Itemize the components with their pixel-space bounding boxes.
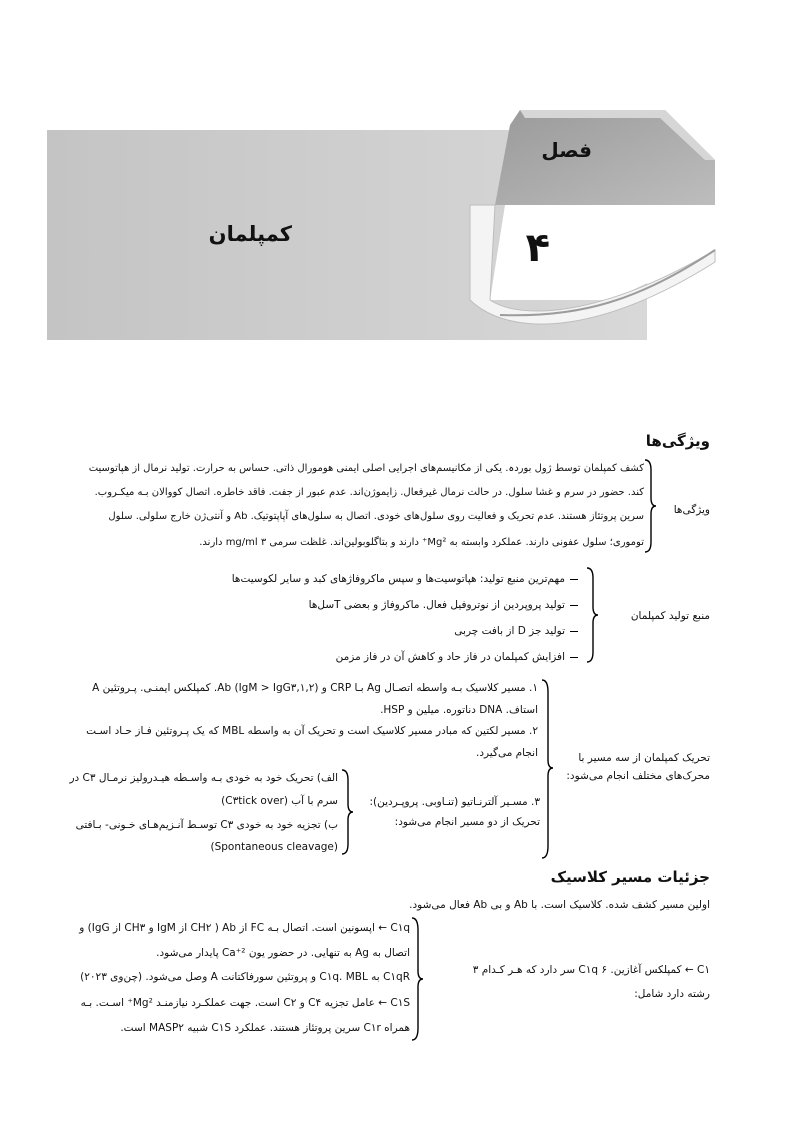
activation-label-2: محرک‌های مختلف انجام می‌شود: [566,770,710,782]
alt-sub-3: ب) تجزیه خود به خودی C۳ توسـط آنـزیم‌هـای خـونی- بـافتی [75,819,338,831]
c1-line-3: C۱qR به C۱q. MBL و پروتئین سورفاکتانت A وصل می‌شود. (چن‌وی ۲۰۲۳) [80,971,410,983]
source-item-2: تولید پروپردین از نوتروفیل فعال. ماکروفاژ و بعضی Tسل‌ها [308,599,565,611]
alt-sub-1: الف) تحریک خود به خودی بـه واسـطه هیـدرولیز نرمـال C۳ در [69,772,338,784]
alt-sub-4: (Spontaneous cleavage) [210,841,338,853]
features-line-3: سرین پروتئاز هستند. عدم تحریک و فعالیت روی سلول‌های خودی. اتصال به سلول‌های آپاپتوتیک. Ab و آنتی‌ژن خارج سلولی. سلول [108,511,644,522]
activation-line-3: ۲. مسیر لکتین که مبادر مسیر کلاسیک است و تحریک آن به واسطه MBL که یک پـروتئین فـاز حـاد اسـت [86,725,538,737]
activation-line-4: انجام می‌گیرد. [475,747,538,759]
chapter-number: ۴ [525,225,550,271]
chapter-header-graphic [0,0,794,360]
c1-brace [410,916,424,1042]
c1-label-2: رشته دارد شامل: [634,988,710,1000]
c1-label-1: C۱ ← کمپلکس آغازین. C۱q ۶ سر دارد که هـر کـدام ۳ [472,964,710,976]
features-label: ویژگی‌ها [673,504,710,516]
section-title-classical: جزئیات مسیر کلاسیک [550,868,710,886]
chapter-label: فصل [541,138,592,162]
activation-brace [540,678,554,860]
activation-line-2: استاف. DNA دناتوره. میلین و HSP. [380,704,538,716]
source-brace [585,566,599,664]
source-label: منبع تولید کمپلمان [630,610,710,622]
features-line-4: توموری؛ سلول عفونی دارند. عملکرد وابسته به Mg²⁺ دارند و بتاگلوبولین‌اند. غلظت سرمی ۳ mg/ml دارند. [199,537,644,548]
c1-line-5: همراه C۱r سرین پروتئاز هستند. عملکرد C۱S شبیه MASP۲ است. [120,1022,410,1034]
source-dash-3 [570,631,578,632]
source-item-4: افزایش کمپلمان در فاز حاد و کاهش آن در فاز مزمن [335,651,565,663]
activation-label-1: تحریک کمپلمان از سه مسیر با [578,752,710,764]
alt-pathway-brace [340,768,354,856]
c1-line-2: اتصال به Ag به تنهایی. در حضور یون Ca⁺² پایدار می‌شود. [156,947,410,959]
classical-intro: اولین مسیر کشف شده. کلاسیک است. با Ab و بی Ab فعال می‌شود. [409,899,710,911]
alt-sub-2: سرم با آب (C۳tick over) [221,795,338,807]
activation-line-1: ۱. مسیر کلاسیک بـه واسطه اتصـال Ag بـا CRP و Ab (IgM > IgG۳,۱,۲). کمپلکس ایمنـی. پـروتئین A [92,682,538,694]
c1-line-4: C۱S ← عامل تجزیه C۴ و C۲ است. جهت عملکـرد نیازمنـد Mg²⁺ اسـت. بـه [80,997,410,1009]
source-item-1: مهم‌ترین منبع تولید: هپاتوسیت‌ها و سپس ماکروفاژهای کبد و سایر لکوسیت‌ها [231,573,565,585]
chapter-header [0,0,794,360]
source-dash-4 [570,657,578,658]
source-dash-2 [570,605,578,606]
source-dash-1 [570,579,578,580]
features-line-1: کشف کمپلمان توسط ژول بوردہ. یکی از مکانیسم‌های اجرایی اصلی ایمنی هومورال ذاتی. حساس به حرارت. تولید نرمال از هپاتوسیت [88,463,644,474]
source-item-3: تولید جز D از بافت چربی [454,625,565,637]
c1-line-1: C۱q ← اپسونین است. اتصال بـه FC از Ab ( CH۲ از IgM و CH۳ از IgG) و [79,922,410,934]
alt-pathway-line-2: تحریک از دو مسیر انجام می‌شود: [394,816,540,828]
alt-pathway-line-1: ۳. مسـیر آلترنـاتیو (تنـاوبی. پروپـردین): [369,796,540,808]
section-title-features: ویژگی‌ها [645,432,710,450]
features-brace [643,458,657,554]
features-line-2: کند. حضور در سرم و غشا سلول. در حالت نرمال غیرفعال. زایموژن‌اند. عدم عبور از جفت. فاقد خاطره. اتصال کووالان بـه میکـروب. [94,487,644,498]
chapter-title: کمپلمان [208,222,292,246]
